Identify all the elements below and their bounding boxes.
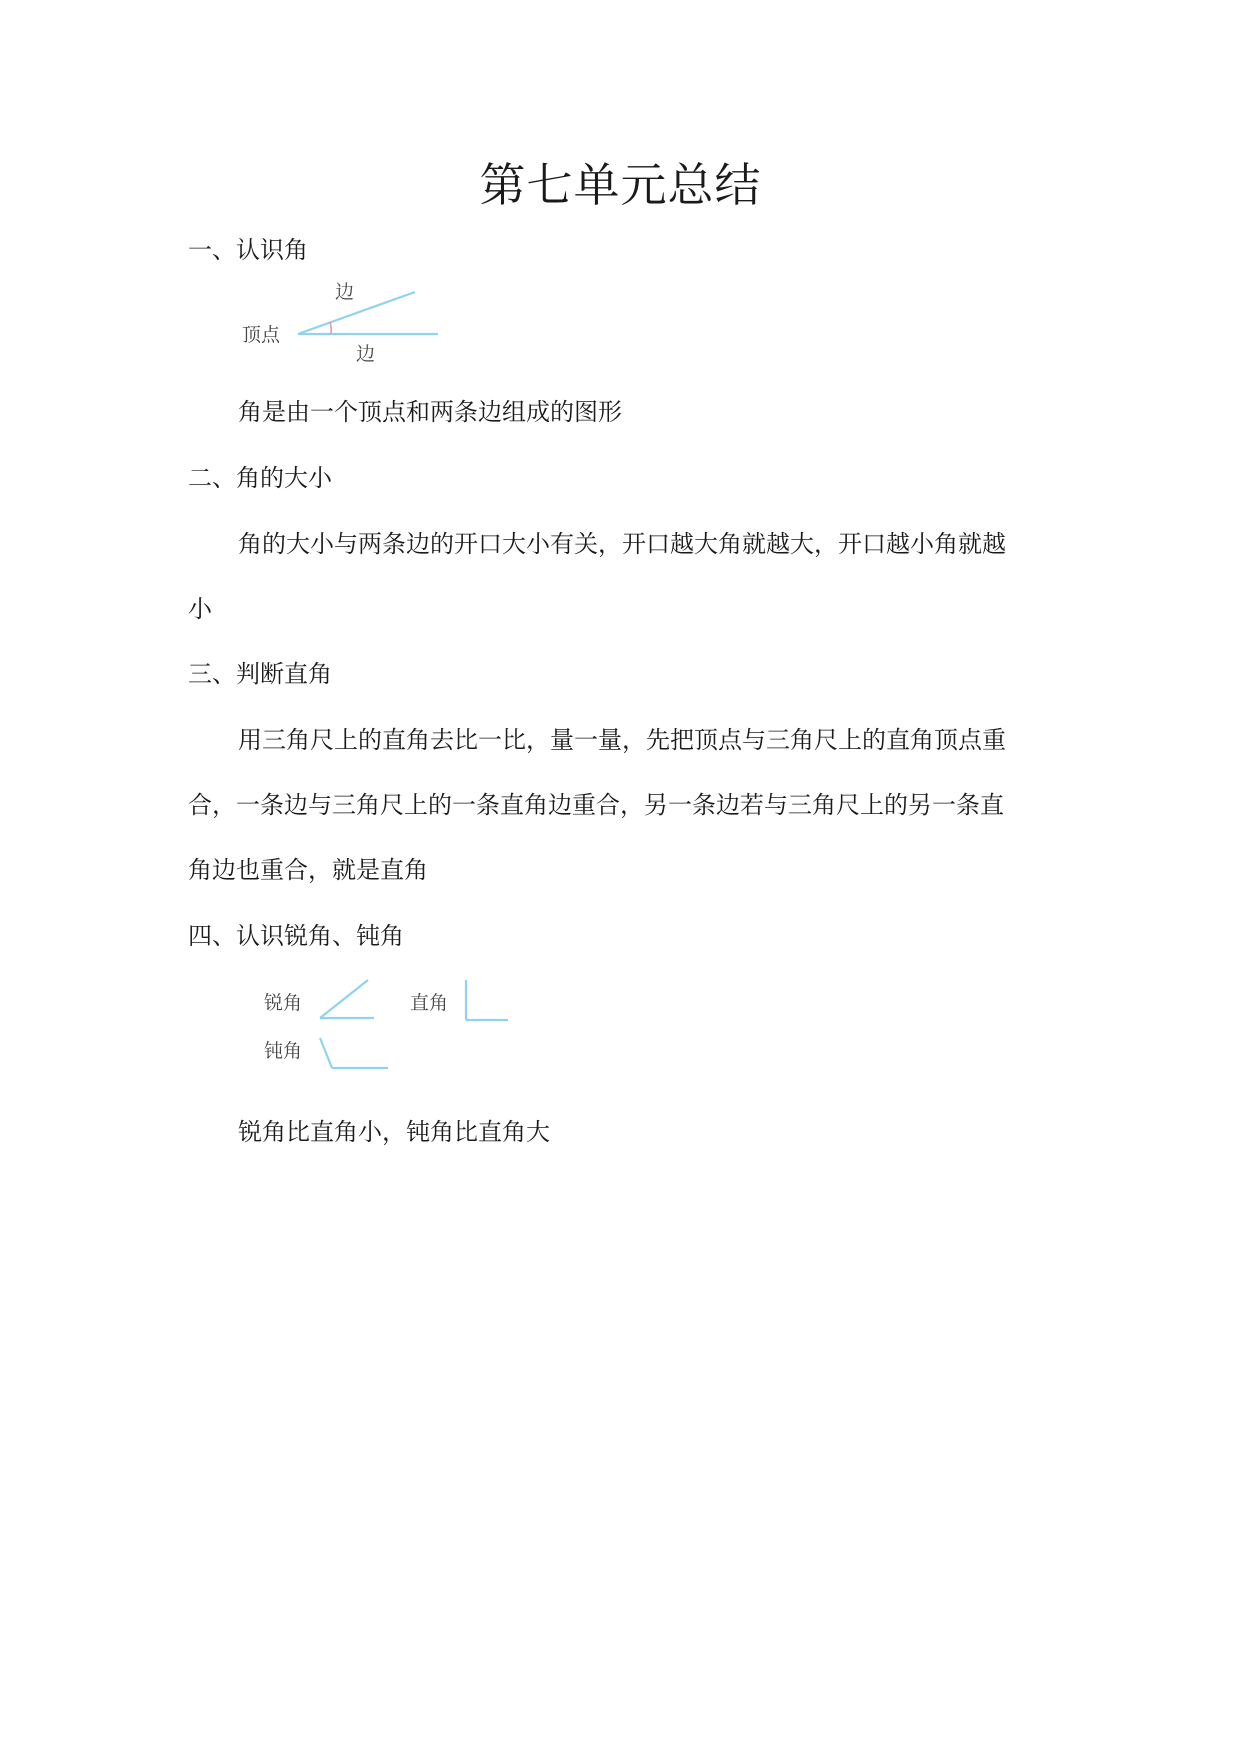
section-2-text-line-1: 角的大小与两条边的开口大小有关，开口越大角就越大，开口越小角就越	[238, 530, 1006, 558]
section-heading-recognize-angle: 一、认识角	[188, 236, 308, 264]
obtuse-angle-label: 钝角	[264, 1040, 303, 1062]
angle-side-upper	[298, 292, 415, 334]
side-label-top: 边	[335, 281, 355, 303]
angle-arc	[330, 322, 331, 334]
obtuse-angle-side-1	[320, 1038, 332, 1068]
acute-angle-side-1	[320, 980, 368, 1018]
acute-angle-label: 锐角	[264, 992, 303, 1014]
right-angle-label: 直角	[410, 992, 449, 1014]
angle-parts-figure	[240, 272, 450, 372]
section-3-text-line-2: 合，一条边与三角尺上的一条直角边重合，另一条边若与三角尺上的另一条直	[188, 791, 1004, 819]
section-heading-angle-size: 二、角的大小	[188, 464, 332, 492]
angle-types-figure	[262, 966, 522, 1078]
section-4-text: 锐角比直角小，钝角比直角大	[238, 1118, 550, 1146]
section-1-text: 角是由一个顶点和两条边组成的图形	[238, 398, 622, 426]
section-heading-acute-obtuse: 四、认识锐角、钝角	[188, 922, 404, 950]
side-label-bottom: 边	[356, 343, 376, 365]
section-heading-right-angle: 三、判断直角	[188, 660, 332, 688]
vertex-label: 顶点	[242, 324, 281, 346]
section-2-text-line-2: 小	[188, 595, 212, 623]
page-title: 第七单元总结	[479, 158, 762, 212]
section-3-text-line-1: 用三角尺上的直角去比一比，量一量，先把顶点与三角尺上的直角顶点重	[238, 726, 1006, 754]
section-3-text-line-3: 角边也重合，就是直角	[188, 856, 428, 884]
